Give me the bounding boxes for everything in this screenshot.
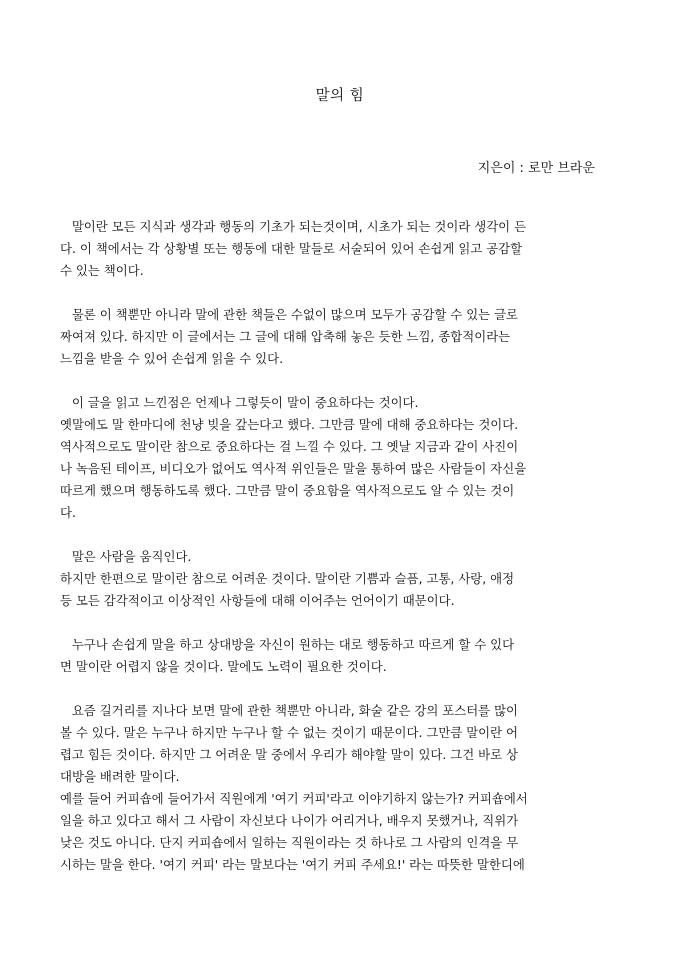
document-body <box>60 216 622 876</box>
paragraph-line: 말은 사람을 움직인다. <box>60 549 192 564</box>
paragraph-line: 따르게 했으며 행동하도록 했다. 그만큼 말이 중요함을 역사적으로도 알 수 있는 것이 <box>60 483 515 498</box>
paragraph-line: 다. <box>60 505 76 520</box>
paragraph-line: 짜여져 있다. 하지만 이 글에서는 그 글에 대해 압축해 놓은 듯한 느낌, 종합적이라는 <box>60 329 511 344</box>
paragraph <box>60 392 622 524</box>
paragraph-line: 대방을 배려한 말이다. <box>60 769 180 784</box>
paragraph <box>60 216 622 282</box>
paragraph-gap <box>60 612 622 634</box>
paragraph-line: 역사적으로도 말이란 참으로 중요하다는 걸 느낄 수 있다. 그 옛날 지금과 같이 사진이 <box>60 439 519 454</box>
paragraph-gap <box>60 678 622 700</box>
paragraph <box>60 546 622 612</box>
paragraph-line: 옛말에도 말 한마디에 천냥 빚을 갚는다고 했다. 그만큼 말에 대해 중요하다는 것이다. <box>60 417 519 432</box>
paragraph-line: 시하는 말을 한다. '여기 커피' 라는 말보다는 '여기 커피 주세요!' 라는 따뜻한 말한디에 <box>60 857 525 872</box>
paragraph <box>60 700 622 876</box>
paragraph <box>60 634 622 678</box>
paragraph-line: 렵고 힘든 것이다. 하지만 그 어려운 말 중에서 우리가 해야할 말이 있다. 그건 바로 상 <box>60 747 519 762</box>
paragraph-line: 등 모든 감각적이고 이상적인 사항들에 대해 이어주는 언어이기 때문이다. <box>60 593 455 608</box>
paragraph-gap <box>60 370 622 392</box>
paragraph-line: 누구나 손쉽게 말을 하고 상대방을 자신이 원하는 대로 행동하고 따르게 할 수 있다 <box>60 637 515 652</box>
paragraph-line: 이 글을 읽고 느낀점은 언제나 그렇듯이 말이 중요하다는 것이다. <box>60 395 419 410</box>
paragraph-line: 면 말이란 어렵지 않을 것이다. 말에도 노력이 필요한 것이다. <box>60 659 387 674</box>
paragraph-line: 요즘 길거리를 지나다 보면 말에 관한 책뿐만 아니라, 화술 같은 강의 포스터를 많이 <box>60 703 519 718</box>
paragraph-line: 느낌을 받을 수 있어 손쉽게 읽을 수 있다. <box>60 351 284 366</box>
paragraph <box>60 304 622 370</box>
paragraph-line: 예를 들어 커피숍에 들어가서 직원에게 '여기 커피'라고 이야기하지 않는가? 커피숍에서 <box>60 791 528 806</box>
paragraph-line: 나 녹음된 테이프, 비디오가 없어도 역사적 위인들은 말을 통하여 많은 사람들이 자신을 <box>60 461 527 476</box>
document-title: 말의 힘 <box>315 88 365 104</box>
paragraph-line: 수 있는 책이다. <box>60 263 144 278</box>
paragraph-line: 말이란 모든 지식과 생각과 행동의 기초가 되는것이며, 시초가 되는 것이라 생각이 든 <box>60 219 527 234</box>
paragraph-line: 다. 이 책에서는 각 상황별 또는 행동에 대한 말들로 서술되어 있어 손쉽게 읽고 공감할 <box>60 241 523 256</box>
paragraph-line: 일을 하고 있다고 해서 그 사람이 자신보다 나이가 어리거나, 배우지 못했거나, 직위가 <box>60 813 519 828</box>
paragraph-gap <box>60 524 622 546</box>
paragraph-gap <box>60 282 622 304</box>
document-author: 지은이 : 로만 브라운 <box>477 161 595 176</box>
paragraph-line: 물론 이 책뿐만 아니라 말에 관한 책들은 수없이 많으며 모두가 공감할 수 있는 글로 <box>60 307 519 322</box>
paragraph-line: 낮은 것도 아니다. 단지 커피숍에서 일하는 직원이라는 것 하나로 그 사람의 인격을 무 <box>60 835 519 850</box>
paragraph-line: 볼 수 있다. 말은 누구나 하지만 누구나 할 수 없는 것이기 때문이다. 그만큼 말이란 어 <box>60 725 519 740</box>
paragraph-line: 하지만 한편으로 말이란 참으로 어려운 것이다. 말이란 기쁨과 슬픔, 고통, 사랑, 애정 <box>60 571 515 586</box>
